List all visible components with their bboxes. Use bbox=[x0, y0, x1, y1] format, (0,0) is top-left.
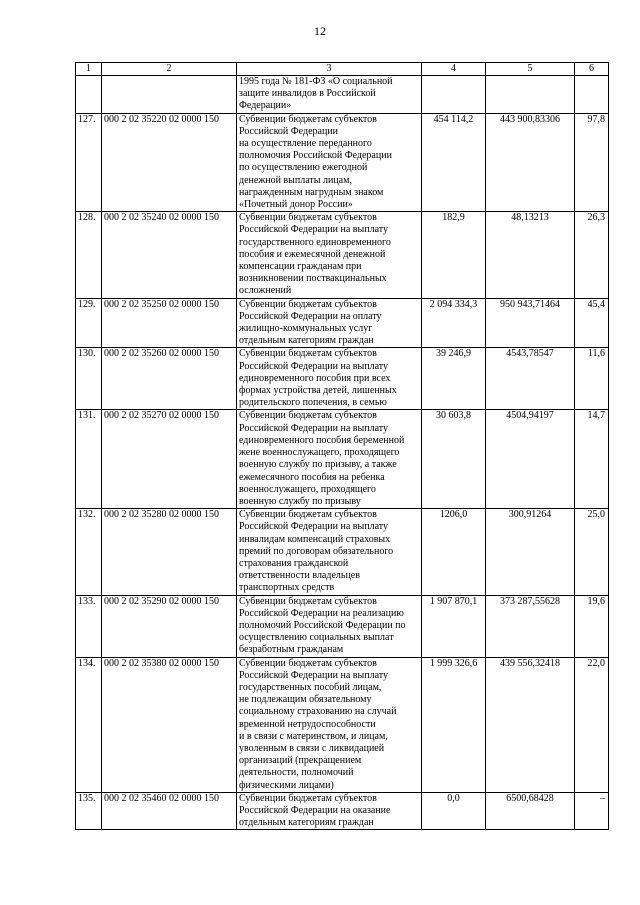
table-row bbox=[76, 595, 609, 657]
budget-code: 000 2 02 35460 02 0000 150 bbox=[102, 792, 237, 830]
row-description: Субвенции бюджетам субъектов Российской Федерации на выплату единовременного пособия при всех формах устройства детей, лишенных родительского попечения, в семью bbox=[237, 348, 422, 410]
execution-percent bbox=[575, 76, 609, 114]
row-number: 135. bbox=[76, 792, 102, 830]
row-description: Субвенции бюджетам субъектов Российской Федерации на выплату единовременного пособия беременной жене военнослужащего, проходящего военную службу по призыву, а также ежемесячного пособия на ребенка военнослужащего, проходящего военную службу по призыву bbox=[237, 410, 422, 509]
row-description: 1995 года № 181-ФЗ «О социальной защите инвалидов в Российской Федерации» bbox=[237, 76, 422, 114]
row-description: Субвенции бюджетам субъектов Российской Федерации на выплату инвалидам компенсаций страховых премий по договорам обязательного страхования гражданской ответственности владельцев транспортных средств bbox=[237, 509, 422, 595]
planned-amount: 454 114,2 bbox=[422, 113, 486, 212]
execution-percent: 26,3 bbox=[575, 212, 609, 298]
execution-percent: 19,6 bbox=[575, 595, 609, 657]
table-row bbox=[76, 298, 609, 348]
table-row bbox=[76, 509, 609, 595]
table-row bbox=[76, 113, 609, 212]
planned-amount: 1206,0 bbox=[422, 509, 486, 595]
actual-amount bbox=[486, 76, 575, 114]
row-number bbox=[76, 76, 102, 114]
row-number: 132. bbox=[76, 509, 102, 595]
actual-amount: 6500,68428 bbox=[486, 792, 575, 830]
planned-amount: 1 999 326,6 bbox=[422, 657, 486, 792]
table-row bbox=[76, 657, 609, 792]
actual-amount: 443 900,83306 bbox=[486, 113, 575, 212]
budget-table bbox=[75, 62, 609, 830]
header-col-6: 6 bbox=[575, 63, 609, 76]
planned-amount: 39 246,9 bbox=[422, 348, 486, 410]
table-row bbox=[76, 792, 609, 830]
header-col-5: 5 bbox=[486, 63, 575, 76]
page-number: 12 bbox=[314, 24, 326, 38]
actual-amount: 373 287,55628 bbox=[486, 595, 575, 657]
planned-amount bbox=[422, 76, 486, 114]
execution-percent: 14,7 bbox=[575, 410, 609, 509]
actual-amount: 48,13213 bbox=[486, 212, 575, 298]
execution-percent: 22,0 bbox=[575, 657, 609, 792]
row-number: 131. bbox=[76, 410, 102, 509]
row-number: 128. bbox=[76, 212, 102, 298]
row-number: 127. bbox=[76, 113, 102, 212]
budget-code: 000 2 02 35250 02 0000 150 bbox=[102, 298, 237, 348]
row-description: Субвенции бюджетам субъектов Российской Федерации на осуществление переданного полномочия Российской Федерации по осуществлению ежегодной денежной выплаты лицам, награжденным нагрудным знаком «Почетный донор России» bbox=[237, 113, 422, 212]
row-description: Субвенции бюджетам субъектов Российской Федерации на выплату государственных пособий лицам, не подлежащим обязательному социальному страхованию на случай временной нетрудоспособности и в связи с материнством, и лицам, уволенным в связи с ликвидацией организаций (прекращением деятельности, полномочий физическими лицами) bbox=[237, 657, 422, 792]
row-number: 130. bbox=[76, 348, 102, 410]
header-col-3: 3 bbox=[237, 63, 422, 76]
actual-amount: 4504,94197 bbox=[486, 410, 575, 509]
table-row bbox=[76, 76, 609, 114]
header-col-2: 2 bbox=[102, 63, 237, 76]
budget-code: 000 2 02 35290 02 0000 150 bbox=[102, 595, 237, 657]
budget-code: 000 2 02 35260 02 0000 150 bbox=[102, 348, 237, 410]
row-description: Субвенции бюджетам субъектов Российской Федерации на оказание отдельным категориям граждан bbox=[237, 792, 422, 830]
planned-amount: 0,0 bbox=[422, 792, 486, 830]
row-number: 133. bbox=[76, 595, 102, 657]
table-header bbox=[76, 63, 609, 76]
table-row bbox=[76, 212, 609, 298]
planned-amount: 1 907 870,1 bbox=[422, 595, 486, 657]
planned-amount: 30 603,8 bbox=[422, 410, 486, 509]
budget-code: 000 2 02 35240 02 0000 150 bbox=[102, 212, 237, 298]
actual-amount: 439 556,32418 bbox=[486, 657, 575, 792]
row-description: Субвенции бюджетам субъектов Российской Федерации на реализацию полномочий Российской Федерации по осуществлению социальных выплат безработным гражданам bbox=[237, 595, 422, 657]
budget-code bbox=[102, 76, 237, 114]
budget-code: 000 2 02 35220 02 0000 150 bbox=[102, 113, 237, 212]
budget-code: 000 2 02 35270 02 0000 150 bbox=[102, 410, 237, 509]
row-description: Субвенции бюджетам субъектов Российской Федерации на выплату государственного единовременного пособия и ежемесячной денежной компенсации гражданам при возникновении поствакцинальных осложнений bbox=[237, 212, 422, 298]
execution-percent: 11,6 bbox=[575, 348, 609, 410]
row-number: 129. bbox=[76, 298, 102, 348]
header-col-4: 4 bbox=[422, 63, 486, 76]
execution-percent: – bbox=[575, 792, 609, 830]
header-col-1: 1 bbox=[76, 63, 102, 76]
table-row bbox=[76, 410, 609, 509]
actual-amount: 4543,78547 bbox=[486, 348, 575, 410]
execution-percent: 45,4 bbox=[575, 298, 609, 348]
table-body bbox=[76, 76, 609, 830]
budget-code: 000 2 02 35380 02 0000 150 bbox=[102, 657, 237, 792]
planned-amount: 182,9 bbox=[422, 212, 486, 298]
actual-amount: 950 943,71464 bbox=[486, 298, 575, 348]
row-number: 134. bbox=[76, 657, 102, 792]
table-row bbox=[76, 348, 609, 410]
planned-amount: 2 094 334,3 bbox=[422, 298, 486, 348]
execution-percent: 97,8 bbox=[575, 113, 609, 212]
row-description: Субвенции бюджетам субъектов Российской Федерации на оплату жилищно-коммунальных услуг отдельным категориям граждан bbox=[237, 298, 422, 348]
actual-amount: 300,91264 bbox=[486, 509, 575, 595]
budget-code: 000 2 02 35280 02 0000 150 bbox=[102, 509, 237, 595]
header-row bbox=[76, 63, 609, 76]
execution-percent: 25,0 bbox=[575, 509, 609, 595]
